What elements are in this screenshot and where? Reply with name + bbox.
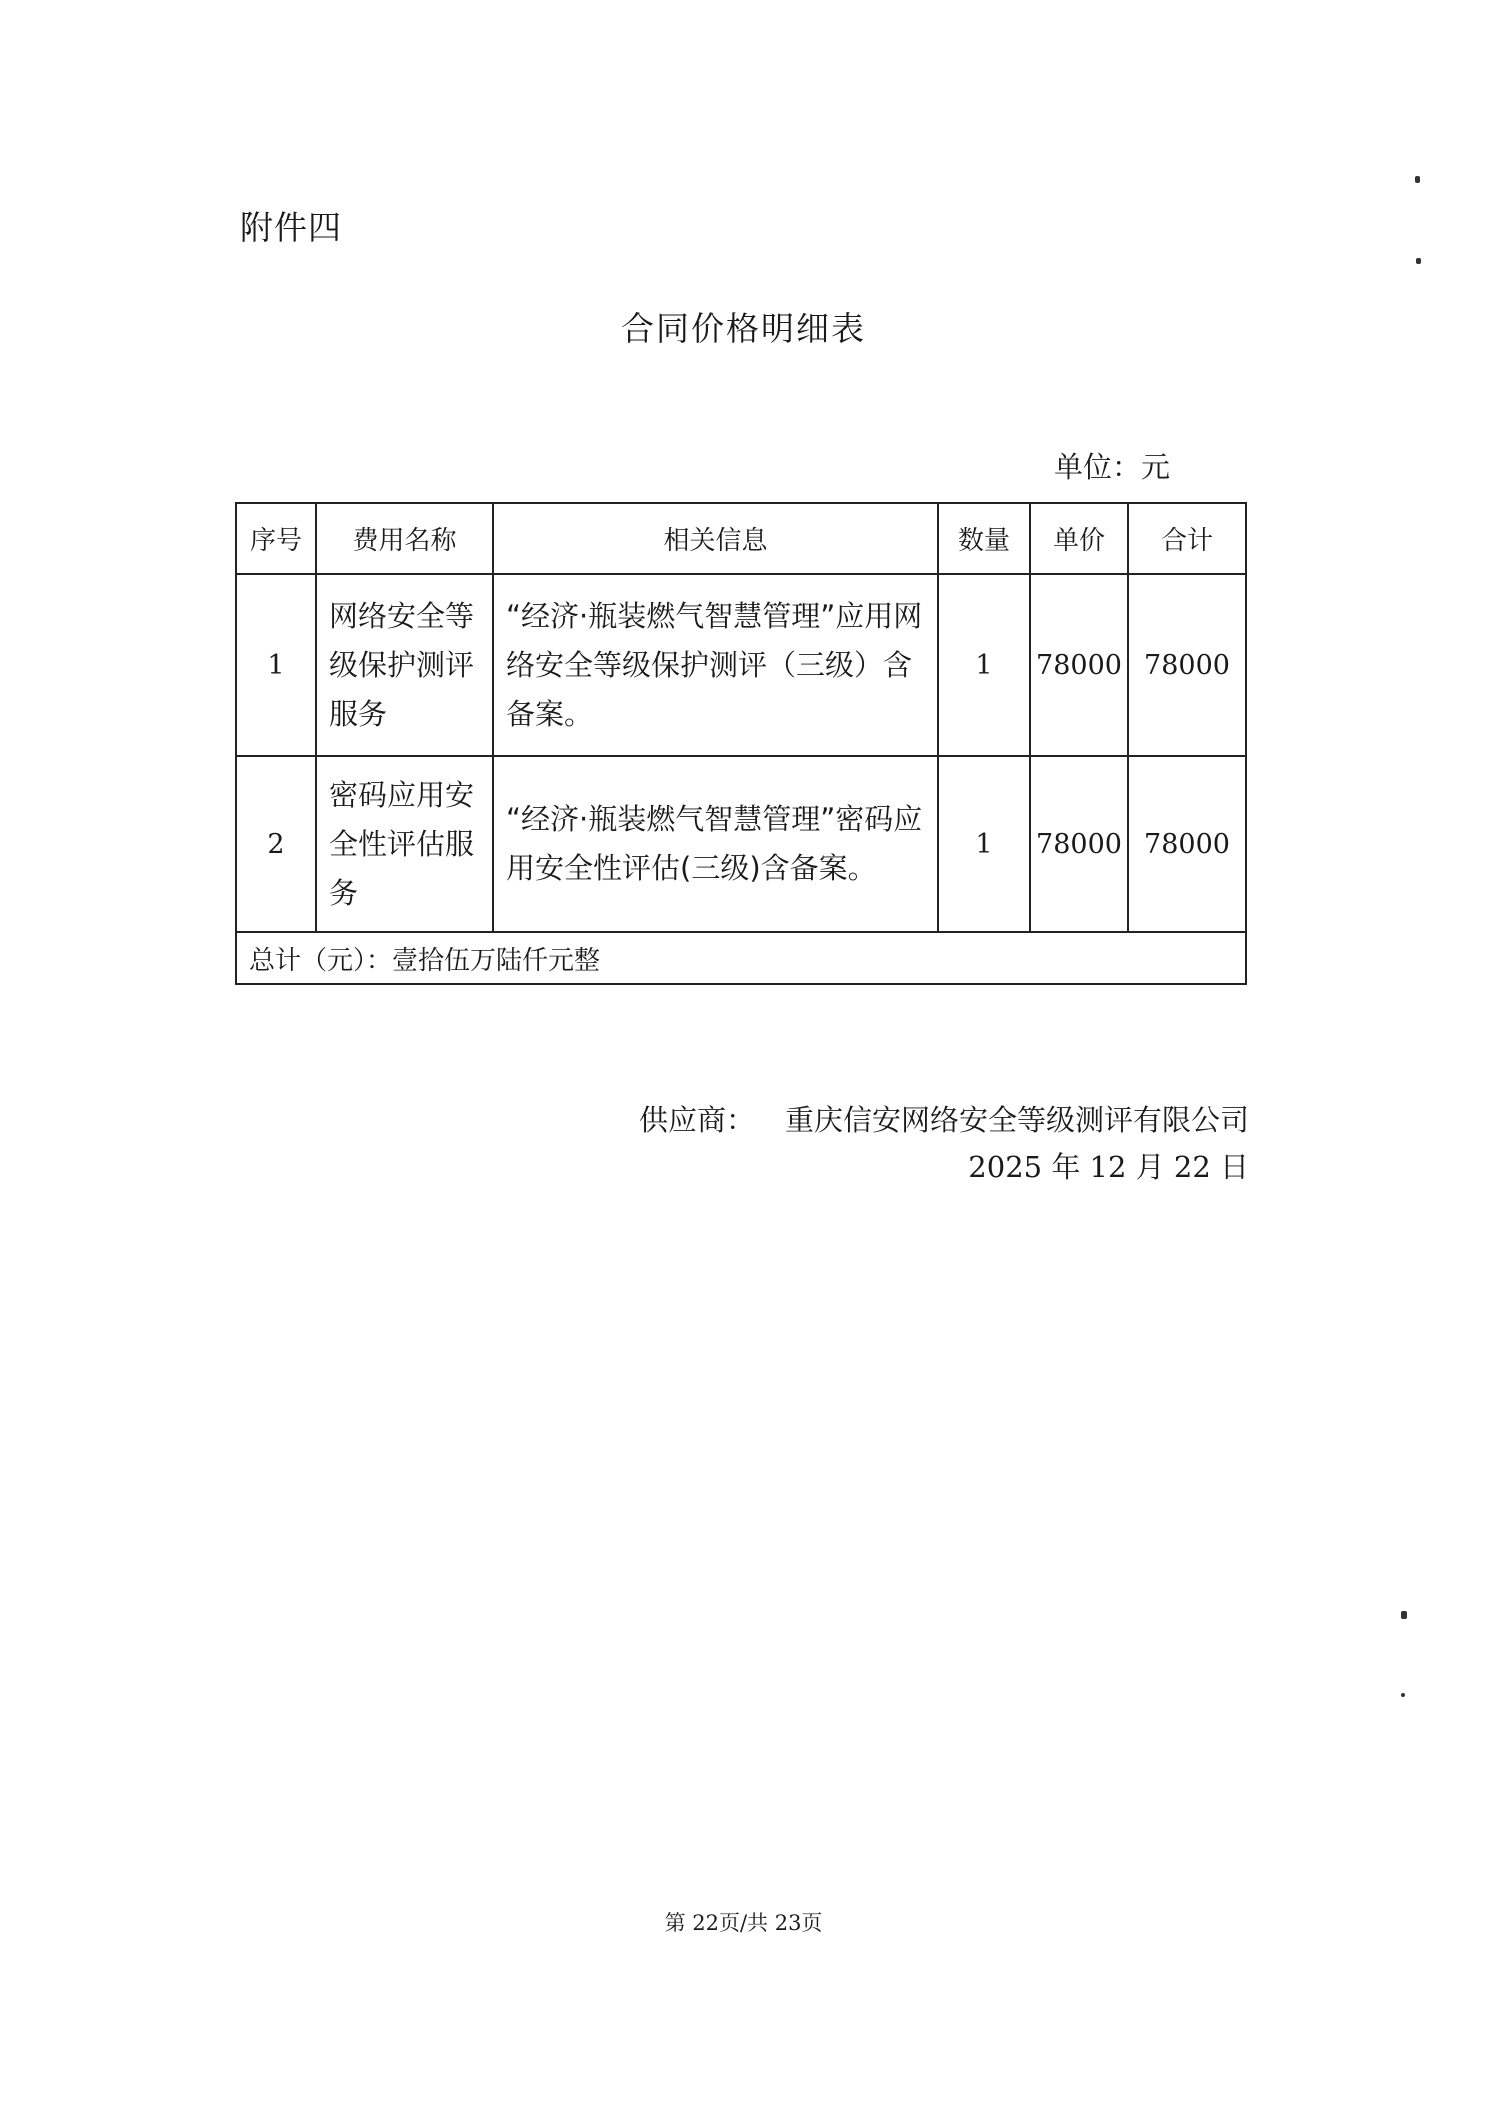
total-amount-text: 总计（元）：壹拾伍万陆仟元整	[236, 932, 1246, 984]
signing-date: 2025 年 12 月 22 日	[968, 1150, 1249, 1184]
header-total: 合计	[1128, 503, 1246, 574]
row-related-info: “经济·瓶装燃气智慧管理”应用网络安全等级保护测评（三级）含备案。	[493, 574, 938, 756]
header-related-info: 相关信息	[493, 503, 938, 574]
scan-speck	[1401, 1693, 1405, 1697]
supplier-label: 供应商：	[638, 1103, 755, 1137]
row-no: 2	[236, 756, 316, 932]
table-total-row	[236, 932, 1246, 984]
scan-speck	[1416, 258, 1421, 264]
document-title: 合同价格明细表	[621, 309, 866, 348]
row-total: 78000	[1128, 574, 1246, 756]
unit-label: 单位：元	[1053, 450, 1170, 484]
page-number-footer: 第 22页/共 23页	[664, 1911, 823, 1935]
header-fee-name: 费用名称	[316, 503, 493, 574]
table-row	[236, 574, 1246, 756]
row-fee-name: 网络安全等级保护测评服务	[316, 574, 493, 756]
row-quantity: 1	[938, 756, 1030, 932]
header-no: 序号	[236, 503, 316, 574]
scan-speck	[1415, 176, 1420, 183]
header-quantity: 数量	[938, 503, 1030, 574]
row-related-info: “经济·瓶装燃气智慧管理”密码应用安全性评估(三级)含备案。	[493, 756, 938, 932]
row-unit-price: 78000	[1030, 574, 1128, 756]
row-no: 1	[236, 574, 316, 756]
table-row	[236, 756, 1246, 932]
table-header-row	[236, 503, 1246, 574]
scan-speck	[1401, 1611, 1407, 1619]
supplier-name: 重庆信安网络安全等级测评有限公司	[784, 1103, 1249, 1137]
row-total: 78000	[1128, 756, 1246, 932]
row-fee-name: 密码应用安全性评估服务	[316, 756, 493, 932]
supplier-line	[639, 1098, 1249, 1139]
row-unit-price: 78000	[1030, 756, 1128, 932]
row-quantity: 1	[938, 574, 1030, 756]
price-detail-table	[235, 502, 1247, 985]
attachment-label: 附件四	[240, 208, 342, 247]
header-unit-price: 单价	[1030, 503, 1128, 574]
